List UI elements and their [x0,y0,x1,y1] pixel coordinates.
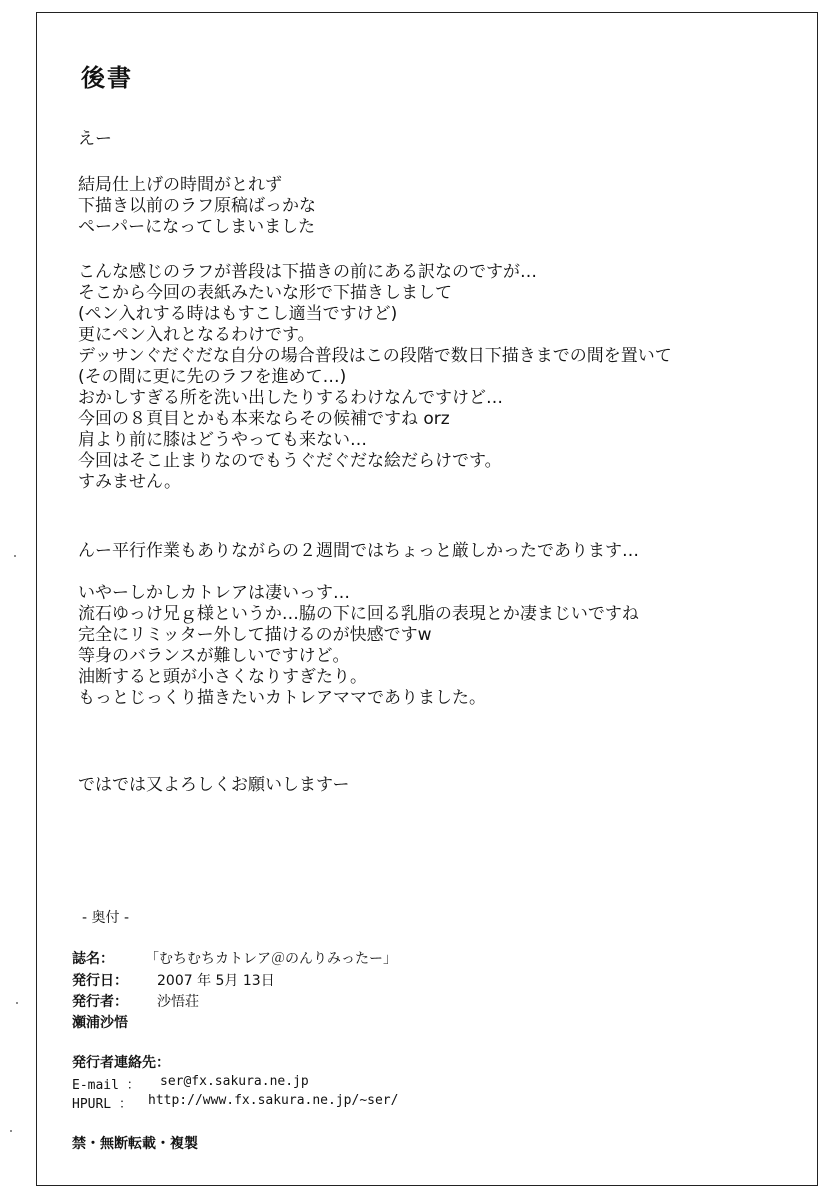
body-line: もっとじっくり描きたいカトレアママでありました。 [78,688,486,708]
colophon-heading: - 奥付 - [82,910,130,926]
colophon-publisher-value: 沙悟荘 [157,994,199,1010]
page-title: 後書 [81,64,133,92]
body-line: 今回はそこ止まりなのでもうぐだぐだな絵だらけです。 [78,451,502,471]
scan-speck [16,1002,18,1004]
scan-speck [14,555,16,557]
colophon-url-label: HPURL ： [72,1097,132,1112]
body-line: 油断すると頭が小さくなりすぎたり。 [78,667,367,687]
body-line: 等身のバランスが難しいですけど。 [78,646,350,666]
colophon-notice: 禁・無断転載・複製 [72,1136,198,1152]
body-line: 結局仕上げの時間がとれず [78,175,282,195]
body-line: えー [78,129,112,149]
body-line: そこから今回の表紙みたいな形で下描きしまして [78,283,452,303]
colophon-email-label: E-mail ： [72,1078,140,1093]
colophon-date-label: 発行日： [72,973,128,989]
body-line: おかしすぎる所を洗い出したりするわけなんですけど… [78,388,503,408]
body-line: (ペン入れする時はもすこし適当ですけど) [78,304,398,324]
colophon-publisher-label: 発行者： [72,994,128,1010]
body-line: 更にペン入れとなるわけです。 [78,325,315,345]
scan-speck [10,1130,12,1132]
body-line: (その間に更に先のラフを進めて…) [78,367,347,387]
body-line: んー平行作業もありながらの２週間ではちょっと厳しかったであります… [78,541,639,561]
colophon-author: 瀬浦沙悟 [72,1015,128,1031]
body-line: 完全にリミッター外して描けるのが快感ですw [78,625,432,645]
body-line: デッサンぐだぐだな自分の場合普段はこの段階で数日下描きまでの間を置いて [78,346,672,366]
body-line: ではでは又よろしくお願いしますー [78,775,350,795]
colophon-email-value: ser@fx.sakura.ne.jp [160,1074,309,1089]
colophon-title-value: 「むちむちカトレア＠のんりみったー」 [145,951,397,967]
body-line: 下描き以前のラフ原稿ばっかな [78,196,316,216]
colophon-title-label: 誌名： [72,951,114,967]
body-line: 流石ゆっけ兄ｇ様というか…脇の下に回る乳脂の表現とか凄まじいですね [78,604,639,624]
body-line: すみません。 [78,472,182,492]
body-line: 今回の８頁目とかも本来ならその候補ですね orz [78,409,450,429]
body-line: いやーしかしカトレアは凄いっす… [78,583,350,603]
colophon-date-value: 2007 年 5月 13日 [157,973,275,989]
body-line: ペーパーになってしまいました [78,217,316,237]
body-line: 肩より前に膝はどうやっても来ない… [78,430,367,450]
colophon-url-value: http://www.fx.sakura.ne.jp/~ser/ [148,1093,399,1108]
body-line: こんな感じのラフが普段は下描きの前にある訳なのですが… [78,262,537,282]
colophon-contact-label: 発行者連絡先： [72,1055,170,1071]
